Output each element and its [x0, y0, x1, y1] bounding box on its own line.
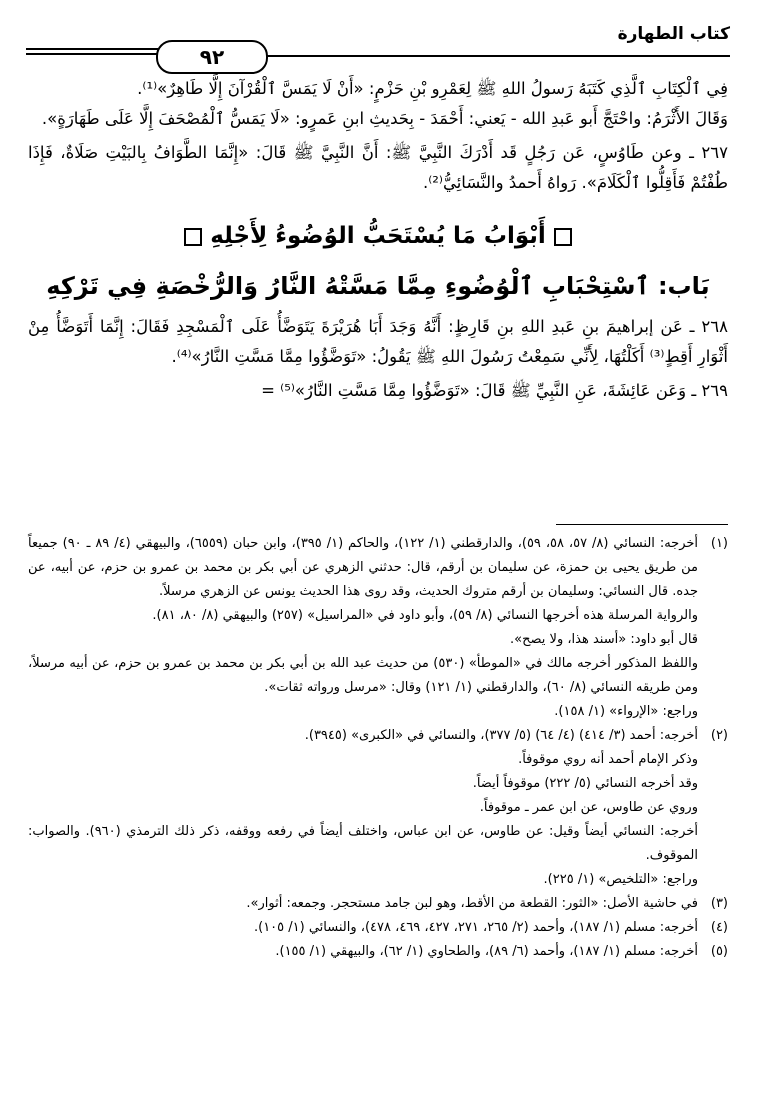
footnote-1	[28, 532, 728, 724]
footnote-line: وذكر الإمام أحمد أنه روي موقوفاً.	[518, 752, 698, 767]
footnote-line: أخرجه: مسلم (١/ ١٨٧)، وأحمد (٦/ ٨٩)، والطحاوي (١/ ٦٢)، والبيهقي (١/ ١٥٥).	[275, 944, 698, 959]
paragraph-1: فِي ٱلْكِتَابِ ٱلَّذِي كَتَبَهُ رَسولُ اللهِ ﷺ لِعَمْرِو بْنِ حَزْمٍ: «أَنْ لَا يَمَسَّ ٱلْقُرْآنَ إِلَّا طَاهِرٌ»⁽¹⁾.	[137, 79, 728, 98]
section-heading: بَاب: ٱسْتِحْبَابِ ٱلْوُضُوءِ مِمَّا مَسَّتْهُ النَّارُ وَالرُّخْصَةِ فِي تَرْكِهِ	[46, 272, 710, 300]
footnote-number: (٥)	[710, 944, 728, 959]
footnote-line: واللفظ المذكور أخرجه مالك في «الموطأ» (٥٣٠) من حديث عبد الله بن أبي بكر بن محمد بن عمرو بن حزم، عن أبيه مرسلاً، ومن طريقه النسائي (٨/ ٦٠)، والدارقطني (١/ ١٢١) وقال: «مرسل ورواته ثقات».	[28, 656, 698, 695]
hadith-268: ٢٦٨ ـ عَن إبراهيمَ بنِ عَبدِ اللهِ بنِ قَارِظٍ: أَنَّهُ وَجَدَ أَبَا هُرَيْرَةَ يَتَوَضَّأُ عَلَى ٱلْمَسْجِدِ فَقَالَ: إِنَّمَا أَتَوَضَّأُ مِنْ أَثْوَارِ أَقِطٍ⁽³⁾ أَكَلْتُهَا، لِأَنِّي سَمِعْتُ رَسُولَ اللهِ ﷺ يَقُولُ: «تَوَضَّؤُوا مِمَّا مَسَّتِ النَّارُ»⁽⁴⁾.	[28, 317, 728, 366]
footnote-line: وراجع: «التلخيص» (١/ ٢٢٥).	[543, 872, 698, 887]
footnote-5	[28, 940, 728, 964]
hadith-267: ٢٦٧ ـ وعن طَاوُسٍ، عَن رَجُلٍ قَد أَدْرَكَ النَّبِيَّ ﷺ: أَنَّ النَّبِيَّ ﷺ قَالَ: «إِنَّمَا الطَّوَافُ بِالبَيْتِ صَلَاةٌ، فَإِذَا طُفْتُمْ فَأَقِلُّوا ٱلْكَلَامَ». رَواهُ أَحمدُ والنَّسَائِيُّ⁽²⁾.	[28, 143, 728, 192]
footnote-line: أخرجه: أحمد (٣/ ٤١٤) (٤/ ٦٤) (٥/ ٣٧٧)، والنسائي في «الكبرى» (٣٩٤٥).	[304, 728, 698, 743]
footnote-number: (٢)	[710, 728, 728, 743]
footnotes	[28, 532, 728, 964]
footnote-2	[28, 724, 728, 892]
footnote-3	[28, 892, 728, 916]
page-header	[26, 18, 730, 76]
footnote-4	[28, 916, 728, 940]
footnote-line: أخرجه: مسلم (١/ ١٨٧)، وأحمد (٢/ ٢٦٥، ٢٧١، ٤٢٧، ٤٦٩، ٤٧٨)، والنسائي (١/ ١٠٥).	[253, 920, 698, 935]
header-rule-right	[264, 55, 730, 57]
footnote-line: والرواية المرسلة هذه أخرجها النسائي (٨/ ٥٩)، وأبو داود في «المراسيل» (٢٥٧) والبيهقي (٨/ ٨٠، ٨١).	[152, 608, 698, 623]
footnote-number: (١)	[710, 536, 728, 551]
hadith-269: ٢٦٩ ـ وَعَن عَائِشَةَ، عَنِ النَّبِيِّ ﷺ قَالَ: «تَوَضَّؤُوا مِمَّا مَسَّتِ النَّارُ»⁽⁵⁾ =	[261, 381, 728, 400]
footnote-line: قال أبو داود: «أسند هذا، ولا يصح».	[510, 632, 698, 647]
footnote-number: (٤)	[710, 920, 728, 935]
heading-square-left	[184, 228, 202, 246]
main-text	[28, 74, 728, 406]
chapter-heading	[28, 216, 728, 256]
footnote-line: وراجع: «الإرواء» (١/ ١٥٨).	[554, 704, 698, 719]
footnote-divider	[556, 524, 728, 525]
footnote-line: وقد أخرجه النسائي (٥/ ٢٢٢) موقوفاً أيضاً.	[472, 776, 698, 791]
running-title: كتاب الطهارة	[617, 24, 730, 44]
footnote-line: وروي عن طاوس، عن ابن عمر ـ موقوفاً.	[479, 800, 698, 815]
heading-square-right	[554, 228, 572, 246]
page-number: ٩٢	[156, 40, 268, 74]
footnote-line: أخرجه: النسائي أيضاً وقيل: عن طاوس، عن ابن عباس، واختلف أيضاً في رفعه ووقفه، ذكر ذلك الترمذي (٩٦٠). والصواب: الموقوف.	[28, 824, 698, 863]
footnote-line: أخرجه: النسائي (٨/ ٥٧، ٥٨، ٥٩)، والدارقطني (١/ ١٢٢)، والحاكم (١/ ٣٩٥)، وابن حبان (٦٥٥٩)، والبيهقي (٤/ ٨٩ ـ ٩٠) جميعاً من طريق يحيى بن حمزة، عن سليمان بن أرقم، قال: حدثني الزهري عن أبي بكر بن محمد بن عمرو بن حزم، عن أبيه، عن جده. قال النسائي: وسليمان بن أرقم متروك الحديث، وقد روى هذا الحديث يونس عن الزهري مرسلاً.	[28, 536, 699, 599]
paragraph-2: وَقَالَ الأَثْرَمُ: واحْتَجَّ أَبو عَبدِ الله - يَعني: أَحْمَدَ - بِحَديثِ ابنِ عَمرٍو: «لَا يَمَسُّ ٱلْمُصْحَفَ إِلَّا عَلَى طَهَارَةٍ».	[41, 109, 728, 128]
header-rule-left	[26, 48, 158, 55]
footnote-line: في حاشية الأصل: «الثور: القطعة من الأقط، وهو لبن جامد مستحجر. وجمعه: أثوار».	[246, 896, 698, 911]
footnote-number: (٣)	[710, 896, 728, 911]
chapter-heading-text: أَبْوَابُ مَا يُسْتَحَبُّ الوُضُوءُ لِأَجْلِهِ	[210, 223, 546, 249]
